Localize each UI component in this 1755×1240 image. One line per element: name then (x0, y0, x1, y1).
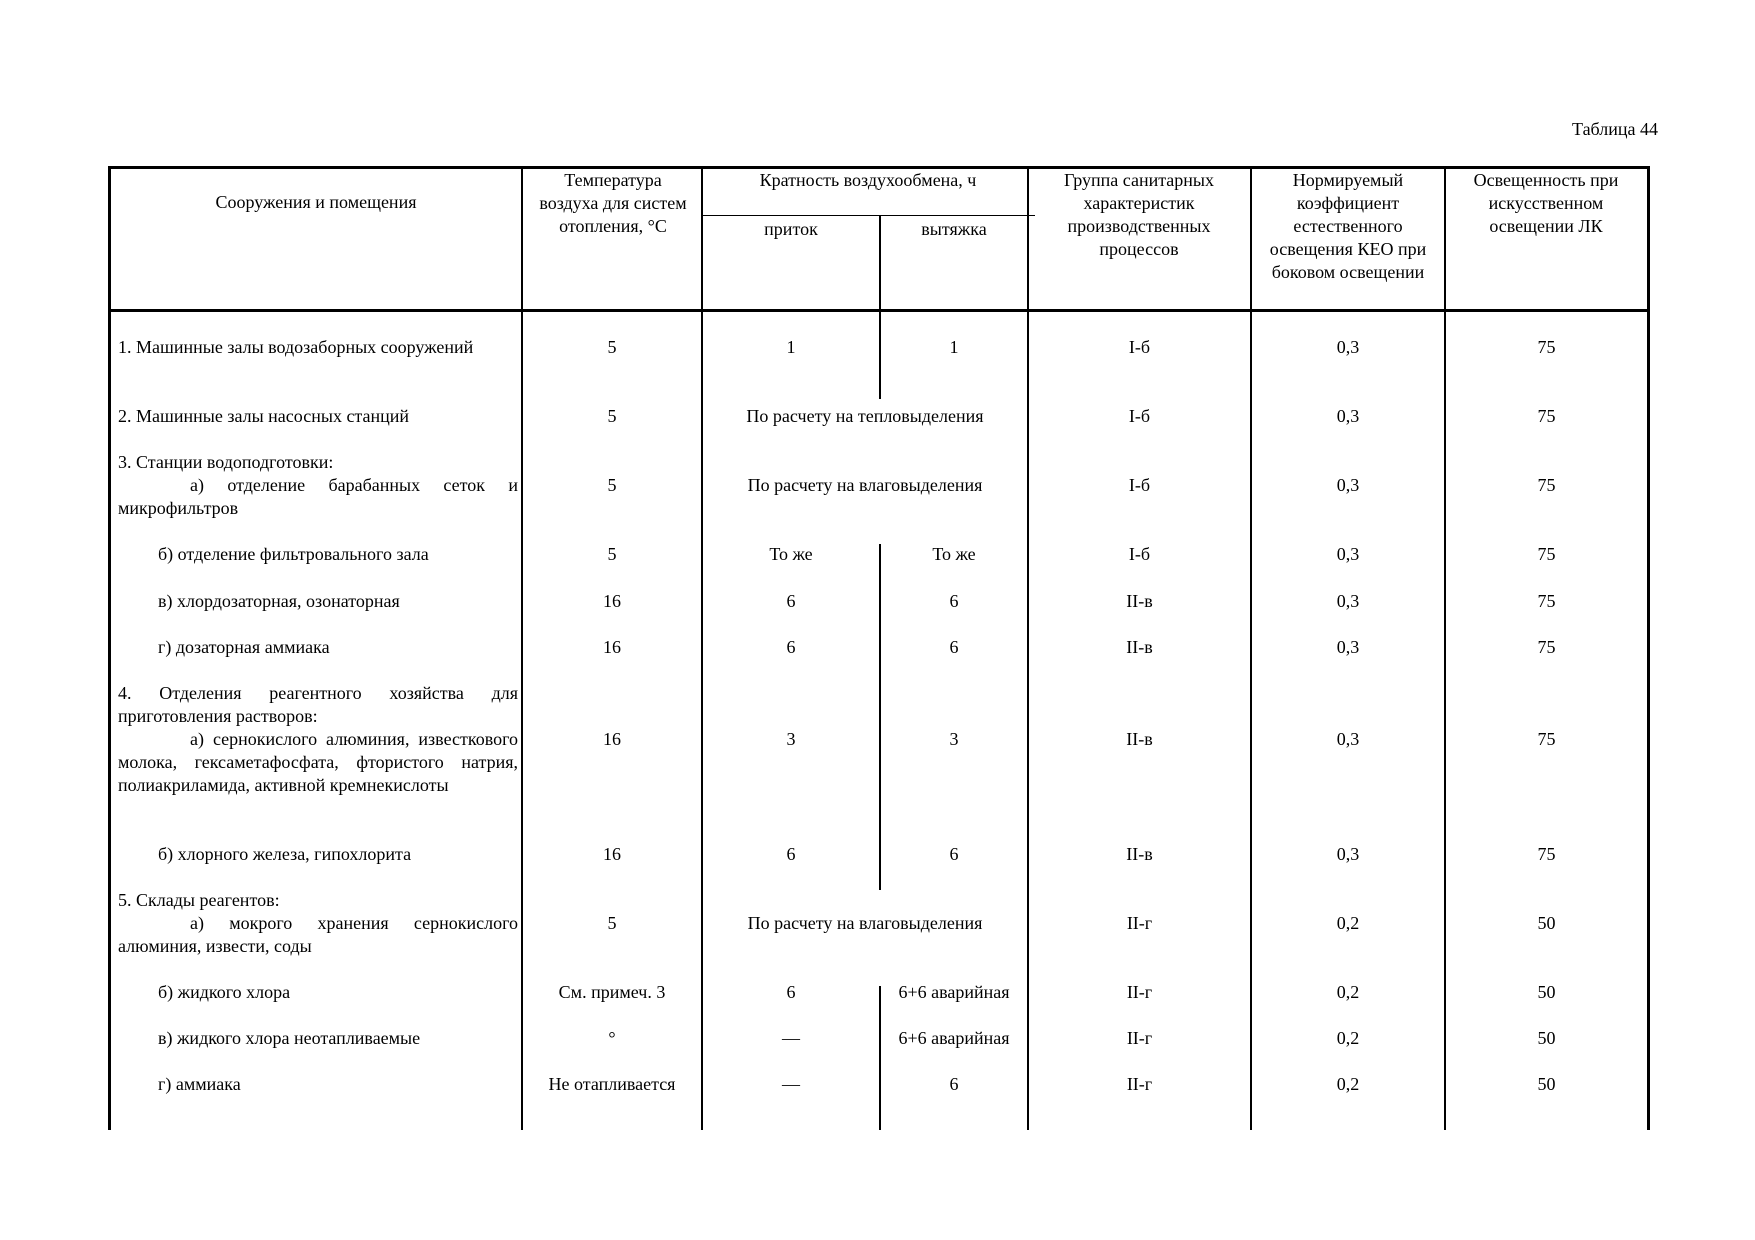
cell-lk: 50 (1537, 1028, 1556, 1048)
cell-inflow: 6 (786, 982, 796, 1002)
cell-exhaust: 6 (949, 844, 959, 864)
col-divider-3c (879, 986, 881, 1130)
cell-temp: 5 (607, 475, 617, 495)
cell-keo: 0,3 (1336, 729, 1360, 749)
cell-lk: 50 (1537, 982, 1556, 1002)
cell-air-exchange-merged: По расчету на влаговыделения (747, 913, 983, 933)
cell-air-exchange-merged: По расчету на тепловыделения (746, 406, 984, 426)
cell-keo: 0,2 (1336, 1028, 1360, 1048)
cell-group: I-б (1128, 406, 1151, 426)
cell-keo: 0,3 (1336, 637, 1360, 657)
cell-group: I-б (1128, 337, 1151, 357)
cell-lk: 75 (1537, 591, 1556, 611)
cell-lk: 75 (1537, 406, 1556, 426)
cell-temp: См. примеч. 3 (558, 982, 666, 1002)
table-row-name: а) сернокислого алюминия, известкового молока, гексаметафосфата, фтористого натрия, полиакриламида, активной кремнекислоты (118, 729, 518, 795)
cell-air-exchange-merged: По расчету на влаговыделения (747, 475, 983, 495)
cell-inflow: То же (769, 544, 813, 564)
table-row-title: 3. Станции водоподготовки: (118, 452, 334, 472)
table-row-name: в) жидкого хлора неотапливаемые (158, 1028, 421, 1048)
header-col-keo: Нормируемый коэффициент естественного освещения КЕО при боковом освещении (1269, 170, 1427, 282)
cell-temp: ° (608, 1028, 616, 1048)
cell-lk: 50 (1537, 1074, 1556, 1094)
cell-temp: 5 (607, 337, 617, 357)
header-col-name: Сооружения и помещения (215, 192, 417, 212)
cell-temp: 16 (603, 637, 621, 657)
cell-inflow: 3 (786, 729, 796, 749)
header-col-air-exchange: Кратность воздухообмена, ч (759, 170, 977, 190)
cell-keo: 0,3 (1336, 475, 1360, 495)
cell-lk: 50 (1537, 913, 1556, 933)
cell-lk: 75 (1537, 337, 1556, 357)
table-row-title: 5. Склады реагентов: (118, 890, 280, 910)
cell-keo: 0,3 (1336, 544, 1360, 564)
cell-keo: 0,3 (1336, 406, 1360, 426)
table-row-title: 4. Отделения реагентного хозяйства для приготовления растворов: (118, 683, 518, 726)
cell-lk: 75 (1537, 637, 1556, 657)
table-row-name: а) отделение барабанных сеток и микрофильтров (118, 475, 518, 518)
cell-group: II-в (1126, 637, 1153, 657)
table-row-name: б) жидкого хлора (158, 982, 291, 1002)
cell-temp: Не отапливается (548, 1074, 676, 1094)
cell-temp: 5 (607, 544, 617, 564)
cell-group: I-б (1128, 544, 1151, 564)
table-row-name: в) хлордозаторная, озонаторная (158, 591, 400, 611)
cell-group: II-в (1126, 591, 1153, 611)
cell-exhaust: 6+6 аварийная (898, 1028, 1010, 1048)
table-row-name: 2. Машинные залы насосных станций (118, 406, 410, 426)
cell-temp: 16 (603, 591, 621, 611)
cell-group: II-г (1126, 913, 1153, 933)
cell-exhaust: 1 (949, 337, 959, 357)
cell-temp: 16 (603, 844, 621, 864)
cell-group: II-г (1126, 1074, 1153, 1094)
cell-keo: 0,3 (1336, 337, 1360, 357)
cell-inflow: 6 (786, 844, 796, 864)
cell-temp: 16 (603, 729, 621, 749)
cell-inflow: — (782, 1028, 800, 1048)
cell-lk: 75 (1537, 475, 1556, 495)
cell-exhaust: 6+6 аварийная (898, 982, 1010, 1002)
table-row-name: б) хлорного железа, гипохлорита (158, 844, 412, 864)
cell-keo: 0,2 (1336, 913, 1360, 933)
header-col-exhaust: вытяжка (921, 219, 987, 239)
table-row-name: 1. Машинные залы водозаборных сооружений (118, 337, 474, 357)
cell-lk: 75 (1537, 544, 1556, 564)
cell-keo: 0,2 (1336, 982, 1360, 1002)
header-col-inflow: приток (764, 219, 818, 239)
table-row-name: г) дозаторная аммиака (158, 637, 330, 657)
header-col-lk: Освещенность при искусственном освещении ЛК (1473, 170, 1619, 236)
header-col-sanitary-group: Группа санитарных характеристик производственных процессов (1063, 170, 1215, 259)
data-table (108, 166, 1650, 1130)
kratnost-sub-line (701, 215, 1035, 216)
cell-inflow: 6 (786, 591, 796, 611)
cell-group: II-г (1126, 1028, 1153, 1048)
cell-exhaust: То же (932, 544, 976, 564)
cell-group: I-б (1128, 475, 1151, 495)
cell-inflow: — (782, 1074, 800, 1094)
col-divider-3a (879, 215, 881, 399)
table-caption: Таблица 44 (1572, 119, 1658, 139)
cell-lk: 75 (1537, 844, 1556, 864)
cell-keo: 0,3 (1336, 844, 1360, 864)
cell-keo: 0,2 (1336, 1074, 1360, 1094)
table-row-name: а) мокрого хранения сернокислого алюминия, извести, соды (118, 913, 518, 956)
cell-temp: 5 (607, 913, 617, 933)
table-row-name: г) аммиака (158, 1074, 241, 1094)
cell-inflow: 6 (786, 637, 796, 657)
cell-group: II-г (1126, 982, 1153, 1002)
cell-group: II-в (1126, 729, 1153, 749)
cell-exhaust: 6 (949, 591, 959, 611)
cell-inflow: 1 (786, 337, 796, 357)
header-col-temperature: Температура воздуха для систем отопления, °С (539, 170, 687, 236)
cell-temp: 5 (607, 406, 617, 426)
cell-exhaust: 6 (949, 637, 959, 657)
cell-keo: 0,3 (1336, 591, 1360, 611)
table-row-name: б) отделение фильтровального зала (158, 544, 429, 564)
cell-exhaust: 3 (949, 729, 959, 749)
cell-exhaust: 6 (949, 1074, 959, 1094)
cell-lk: 75 (1537, 729, 1556, 749)
cell-group: II-в (1126, 844, 1153, 864)
